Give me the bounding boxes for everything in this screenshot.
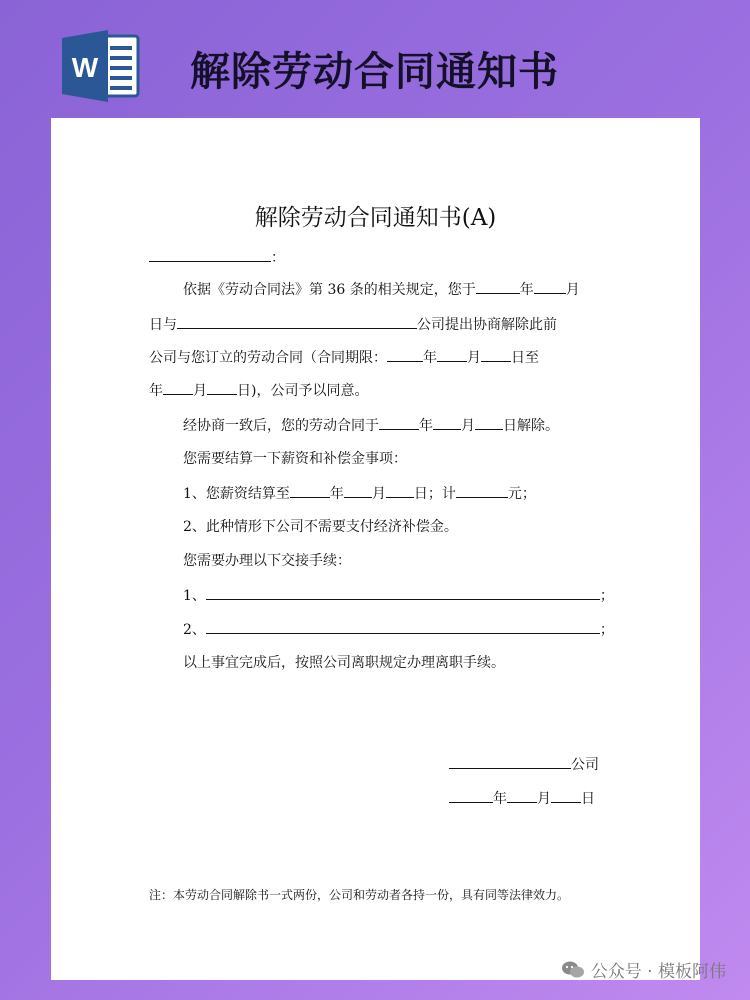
recipient-blank <box>149 246 271 262</box>
settlement-line: 1、您薪资结算至 年 月 日；计 元； <box>183 482 536 505</box>
paragraph-1-line-2: 日与 公司提出协商解除此前 <box>149 313 557 336</box>
signature-date: 年 月 日 <box>449 787 595 810</box>
document-page <box>51 118 700 980</box>
header-banner <box>0 0 750 118</box>
page-title: 解除劳动合同通知书 <box>190 49 559 95</box>
wechat-icon <box>561 961 585 979</box>
paragraph-2: 经协商一致后，您的劳动合同于 年 月 日解除。 <box>183 414 559 437</box>
paragraph-1-line-3: 公司与您订立的劳动合同（合同期限： 年 月 日至 <box>149 346 539 369</box>
word-icon <box>62 30 142 102</box>
signature-company: 公司 <box>449 753 599 776</box>
recipient-line <box>149 246 285 269</box>
paragraph-3: 您需要结算一下薪资和补偿金事项： <box>183 451 407 467</box>
handover-item-1: 1、 ； <box>183 584 614 607</box>
watermark <box>561 957 726 982</box>
document-title: 解除劳动合同通知书(A) <box>254 205 497 231</box>
closing-paragraph: 以上事宜完成后，按照公司离职规定办理离职手续。 <box>183 655 505 671</box>
handover-heading: 您需要办理以下交接手续： <box>183 553 351 569</box>
compensation-line: 2、此种情形下公司不需要支付经济补偿金。 <box>183 519 458 535</box>
handover-item-2: 2、 ； <box>183 618 614 641</box>
footnote: 注：本劳动合同解除书一式两份，公司和劳动者各持一份，具有同等法律效力。 <box>149 888 570 902</box>
watermark-text: 公众号 · 模板阿伟 <box>590 962 726 982</box>
paragraph-1-line-1: 依据《劳动合同法》第 36 条的相关规定，您于 年 月 <box>183 278 580 301</box>
recipient-colon: ： <box>271 250 285 266</box>
paragraph-1-line-4: 年 月 日)，公司予以同意。 <box>149 379 368 402</box>
word-icon-letter: W <box>71 52 99 83</box>
